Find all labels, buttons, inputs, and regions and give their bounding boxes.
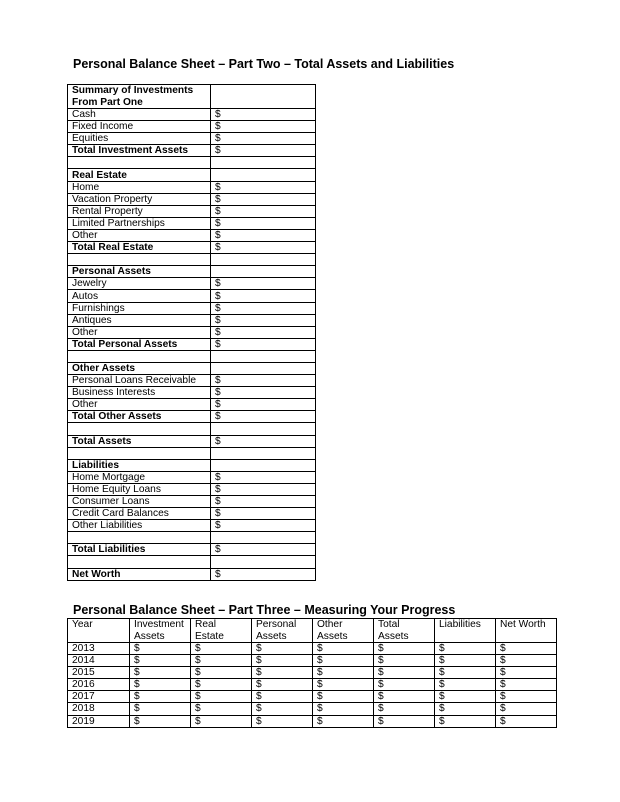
table-row	[68, 121, 316, 133]
row-label	[68, 254, 211, 266]
row-value-cell[interactable]	[211, 532, 316, 544]
table-row	[68, 181, 316, 193]
table-row	[68, 109, 316, 121]
table-row	[68, 350, 316, 362]
value-cell[interactable]: $	[130, 667, 191, 679]
row-label: Limited Partnerships	[68, 217, 211, 229]
row-label: Real Estate	[68, 169, 211, 181]
row-value-cell[interactable]: $	[211, 375, 316, 387]
row-value-cell[interactable]: $	[211, 314, 316, 326]
row-value-cell[interactable]: $	[211, 217, 316, 229]
row-label: Total Real Estate	[68, 242, 211, 254]
value-cell[interactable]: $	[435, 703, 496, 715]
table-row	[68, 266, 316, 278]
value-cell[interactable]: $	[374, 643, 435, 655]
row-value-cell[interactable]	[211, 85, 316, 109]
row-value-cell[interactable]: $	[211, 181, 316, 193]
value-cell[interactable]: $	[435, 691, 496, 703]
row-value-cell[interactable]: $	[211, 568, 316, 580]
value-cell[interactable]: $	[191, 679, 252, 691]
row-value-cell[interactable]: $	[211, 121, 316, 133]
row-value-cell[interactable]	[211, 350, 316, 362]
table-row	[68, 217, 316, 229]
row-value-cell[interactable]: $	[211, 326, 316, 338]
row-label: Furnishings	[68, 302, 211, 314]
row-label: Jewelry	[68, 278, 211, 290]
row-label: Antiques	[68, 314, 211, 326]
table-row	[68, 399, 316, 411]
row-value-cell[interactable]: $	[211, 133, 316, 145]
table-row	[68, 508, 316, 520]
value-cell[interactable]: $	[374, 715, 435, 727]
value-cell[interactable]: $	[191, 715, 252, 727]
year-cell: 2017	[68, 691, 130, 703]
row-value-cell[interactable]	[211, 266, 316, 278]
row-value-cell[interactable]	[211, 254, 316, 266]
row-label: Personal Assets	[68, 266, 211, 278]
row-value-cell[interactable]: $	[211, 387, 316, 399]
table-row	[68, 667, 557, 679]
value-cell[interactable]: $	[130, 691, 191, 703]
column-header: Year	[68, 619, 130, 643]
row-label: Net Worth	[68, 568, 211, 580]
row-value-cell[interactable]: $	[211, 520, 316, 532]
row-value-cell[interactable]	[211, 423, 316, 435]
table-row	[68, 532, 316, 544]
value-cell[interactable]: $	[130, 643, 191, 655]
row-value-cell[interactable]: $	[211, 229, 316, 241]
value-cell[interactable]: $	[252, 715, 313, 727]
year-cell: 2014	[68, 655, 130, 667]
value-cell[interactable]: $	[313, 655, 374, 667]
value-cell[interactable]: $	[191, 655, 252, 667]
table-row	[68, 703, 557, 715]
row-label: Rental Property	[68, 205, 211, 217]
table-row	[68, 691, 557, 703]
column-header: Investment Assets	[130, 619, 191, 643]
row-label: Other	[68, 326, 211, 338]
row-value-cell[interactable]: $	[211, 278, 316, 290]
value-cell[interactable]: $	[313, 703, 374, 715]
value-cell[interactable]: $	[374, 667, 435, 679]
value-cell[interactable]: $	[252, 667, 313, 679]
value-cell[interactable]: $	[130, 703, 191, 715]
column-header: Net Worth	[496, 619, 557, 643]
value-cell[interactable]: $	[374, 655, 435, 667]
value-cell[interactable]: $	[435, 715, 496, 727]
table-row	[68, 338, 316, 350]
table-row	[68, 447, 316, 459]
row-value-cell[interactable]: $	[211, 145, 316, 157]
row-value-cell[interactable]: $	[211, 483, 316, 495]
row-label: Other	[68, 399, 211, 411]
column-header: Personal Assets	[252, 619, 313, 643]
value-cell[interactable]: $	[496, 667, 557, 679]
table-row	[68, 435, 316, 447]
row-value-cell[interactable]: $	[211, 302, 316, 314]
row-value-cell[interactable]: $	[211, 193, 316, 205]
value-cell[interactable]: $	[496, 703, 557, 715]
row-label: Consumer Loans	[68, 496, 211, 508]
value-cell[interactable]: $	[191, 703, 252, 715]
table-row	[68, 459, 316, 471]
table-row	[68, 471, 316, 483]
table-row	[68, 205, 316, 217]
row-value-cell[interactable]: $	[211, 399, 316, 411]
row-value-cell[interactable]: $	[211, 411, 316, 423]
value-cell[interactable]: $	[252, 703, 313, 715]
table-row	[68, 290, 316, 302]
table-row	[68, 568, 316, 580]
row-value-cell[interactable]: $	[211, 338, 316, 350]
value-cell[interactable]: $	[313, 643, 374, 655]
value-cell[interactable]: $	[496, 679, 557, 691]
table-row	[68, 679, 557, 691]
row-value-cell[interactable]: $	[211, 109, 316, 121]
table-row	[68, 375, 316, 387]
value-cell[interactable]: $	[191, 691, 252, 703]
table-row	[68, 145, 316, 157]
row-label: Other	[68, 229, 211, 241]
row-label: Summary of Investments From Part One	[68, 85, 211, 109]
value-cell[interactable]: $	[313, 691, 374, 703]
year-cell: 2019	[68, 715, 130, 727]
column-header: Other Assets	[313, 619, 374, 643]
year-cell: 2013	[68, 643, 130, 655]
table-row	[68, 85, 316, 109]
table-row	[68, 496, 316, 508]
row-value-cell[interactable]	[211, 459, 316, 471]
value-cell[interactable]: $	[496, 715, 557, 727]
row-value-cell[interactable]: $	[211, 205, 316, 217]
value-cell[interactable]: $	[496, 643, 557, 655]
row-value-cell[interactable]: $	[211, 471, 316, 483]
row-label: Equities	[68, 133, 211, 145]
row-label	[68, 157, 211, 169]
value-cell[interactable]: $	[191, 667, 252, 679]
row-label: Personal Loans Receivable	[68, 375, 211, 387]
row-value-cell[interactable]: $	[211, 508, 316, 520]
value-cell[interactable]: $	[130, 655, 191, 667]
value-cell[interactable]: $	[252, 691, 313, 703]
table-row	[68, 314, 316, 326]
row-value-cell[interactable]: $	[211, 544, 316, 556]
progress-table	[67, 618, 557, 728]
table-row	[68, 326, 316, 338]
part-two-title: Personal Balance Sheet – Part Two – Total Assets and Liabilities	[73, 57, 455, 71]
value-cell[interactable]: $	[191, 643, 252, 655]
value-cell[interactable]: $	[130, 679, 191, 691]
table-row	[68, 556, 316, 568]
column-header: Real Estate	[191, 619, 252, 643]
row-label: Other Assets	[68, 362, 211, 374]
value-cell[interactable]: $	[435, 679, 496, 691]
row-label	[68, 423, 211, 435]
table-row	[68, 229, 316, 241]
column-header: Total Assets	[374, 619, 435, 643]
table-row	[68, 242, 316, 254]
year-cell: 2015	[68, 667, 130, 679]
table-row	[68, 715, 557, 727]
assets-liabilities-table	[67, 84, 316, 581]
row-value-cell[interactable]: $	[211, 496, 316, 508]
row-label: Home	[68, 181, 211, 193]
row-value-cell[interactable]	[211, 157, 316, 169]
row-label	[68, 447, 211, 459]
table-row	[68, 278, 316, 290]
value-cell[interactable]: $	[130, 715, 191, 727]
row-label: Credit Card Balances	[68, 508, 211, 520]
row-label: Fixed Income	[68, 121, 211, 133]
row-label	[68, 556, 211, 568]
column-header: Liabilities	[435, 619, 496, 643]
table-row	[68, 411, 316, 423]
row-label	[68, 350, 211, 362]
row-label	[68, 532, 211, 544]
row-label: Home Mortgage	[68, 471, 211, 483]
value-cell[interactable]: $	[313, 679, 374, 691]
table-row	[68, 387, 316, 399]
row-label: Cash	[68, 109, 211, 121]
value-cell[interactable]: $	[252, 643, 313, 655]
year-cell: 2018	[68, 703, 130, 715]
table-row	[68, 157, 316, 169]
row-value-cell[interactable]: $	[211, 290, 316, 302]
value-cell[interactable]: $	[252, 655, 313, 667]
table-row	[68, 483, 316, 495]
row-value-cell[interactable]	[211, 556, 316, 568]
table-row	[68, 193, 316, 205]
row-label: Total Assets	[68, 435, 211, 447]
table-row	[68, 643, 557, 655]
table-row	[68, 169, 316, 181]
row-value-cell[interactable]: $	[211, 242, 316, 254]
table-row	[68, 520, 316, 532]
row-label: Total Investment Assets	[68, 145, 211, 157]
row-label: Total Liabilities	[68, 544, 211, 556]
value-cell[interactable]: $	[313, 715, 374, 727]
value-cell[interactable]: $	[496, 691, 557, 703]
row-label: Total Other Assets	[68, 411, 211, 423]
value-cell[interactable]: $	[496, 655, 557, 667]
row-label: Vacation Property	[68, 193, 211, 205]
row-label: Home Equity Loans	[68, 483, 211, 495]
part-three-title: Personal Balance Sheet – Part Three – Measuring Your Progress	[73, 603, 456, 617]
row-label: Liabilities	[68, 459, 211, 471]
row-label: Autos	[68, 290, 211, 302]
value-cell[interactable]: $	[252, 679, 313, 691]
row-value-cell[interactable]	[211, 362, 316, 374]
value-cell[interactable]: $	[435, 667, 496, 679]
year-cell: 2016	[68, 679, 130, 691]
table-row	[68, 133, 316, 145]
table-row	[68, 362, 316, 374]
value-cell[interactable]: $	[435, 643, 496, 655]
table-row	[68, 423, 316, 435]
row-value-cell[interactable]: $	[211, 435, 316, 447]
row-label: Business Interests	[68, 387, 211, 399]
table-row	[68, 254, 316, 266]
table-row	[68, 302, 316, 314]
row-label: Total Personal Assets	[68, 338, 211, 350]
value-cell[interactable]: $	[374, 703, 435, 715]
value-cell[interactable]: $	[435, 655, 496, 667]
row-value-cell[interactable]	[211, 169, 316, 181]
value-cell[interactable]: $	[374, 679, 435, 691]
value-cell[interactable]: $	[374, 691, 435, 703]
row-value-cell[interactable]	[211, 447, 316, 459]
table-row	[68, 655, 557, 667]
row-label: Other Liabilities	[68, 520, 211, 532]
table-row	[68, 544, 316, 556]
value-cell[interactable]: $	[313, 667, 374, 679]
